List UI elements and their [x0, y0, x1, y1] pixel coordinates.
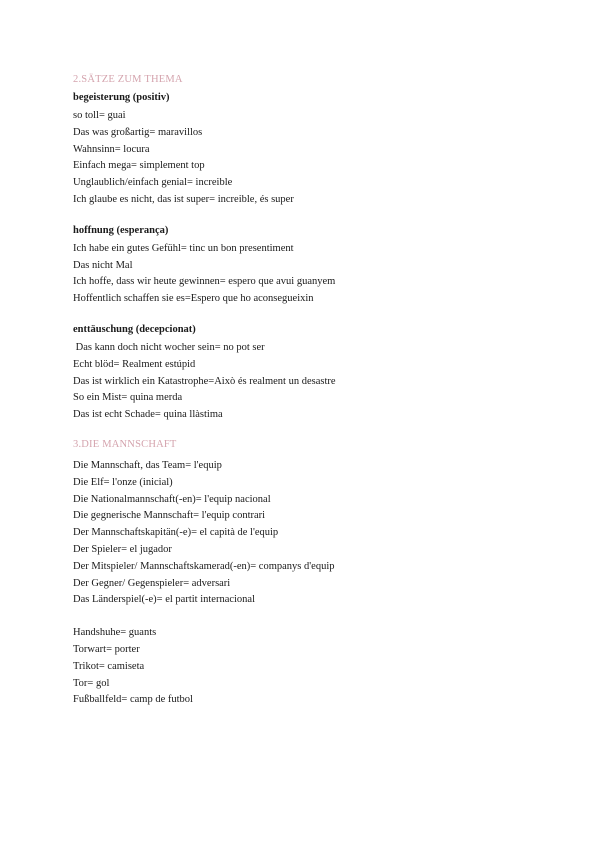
- spacer: [73, 609, 553, 625]
- phrase-line: so toll= guai: [73, 110, 126, 121]
- vocab-line: Torwart= porter: [73, 643, 140, 655]
- phrase-line: Hoffentlich schaffen sie es=Espero que ho aconsegueixin: [73, 293, 314, 305]
- vocab-line: Die Mannschaft, das Team= l'equip: [73, 459, 222, 471]
- phrase-line: Einfach mega= simplement top: [73, 160, 205, 172]
- phrase-line: Das kann doch nicht wocher sein= no pot ser: [73, 341, 265, 353]
- vocab-line: Fußballfeld= camp de futbol: [73, 694, 193, 706]
- phrase-line: Echt blöd= Realment estúpid: [73, 358, 196, 370]
- vocab-line: Tor= gol: [73, 677, 110, 689]
- phrase-line: Das ist wirklich ein Katastrophe=Això és realment un desastre: [73, 375, 336, 387]
- vocab-line: Die Nationalmannschaft(-en)= l'equip nacional: [73, 493, 271, 505]
- phrase-line: So ein Mist= quina merda: [73, 392, 183, 404]
- group-title-enttaeuschung: enttäuschung (decepcionat): [73, 323, 196, 335]
- vocab-line: Handshuhe= guants: [73, 627, 157, 639]
- section-heading-2: 2.SÄTZE ZUM THEMA: [73, 74, 183, 85]
- phrase-line: Das ist echt Schade= quina llàstima: [73, 409, 223, 421]
- vocab-line: Der Gegner/ Gegenspieler= adversari: [73, 577, 231, 589]
- vocab-line: Der Mannschaftskapitän(-e)= el capità de l'equip: [73, 527, 279, 539]
- section-heading-3: 3.DIE MANNSCHAFT: [73, 438, 177, 450]
- phrase-line: Unglaublich/einfach genial= increible: [73, 177, 233, 189]
- vocab-line: Der Mitspieler/ Mannschaftskamerad(-en)= companys d'equip: [73, 560, 335, 572]
- phrase-line: Wahnsinn= locura: [73, 143, 150, 155]
- phrase-line: Ich hoffe, dass wir heute gewinnen= espero que avui guanyem: [73, 276, 336, 288]
- phrase-line: Das was großartig= maravillos: [73, 126, 203, 138]
- vocab-line: Trikot= camiseta: [73, 660, 145, 672]
- phrase-line: Das nicht Mal: [73, 259, 133, 271]
- spacer: [73, 308, 553, 323]
- vocab-line: Das Länderspiel(-e)= el partit internacional: [73, 594, 256, 606]
- phrase-line: Ich glaube es nicht, das ist super= increible, és super: [73, 193, 294, 205]
- group-title-hoffnung: hoffnung (esperança): [73, 224, 169, 236]
- vocab-line: Der Spieler= el jugador: [73, 543, 172, 555]
- spacer: [73, 209, 553, 224]
- spacer: [73, 424, 553, 438]
- group-title-begeisterung: begeisterung (positiv): [73, 92, 170, 103]
- vocab-line: Die Elf= l'onze (inicial): [73, 476, 173, 488]
- page-content: [73, 73, 553, 709]
- vocab-line: Die gegnerische Mannschaft= l'equip contrari: [73, 510, 266, 522]
- phrase-line: Ich habe ein gutes Gefühl= tinc un bon presentiment: [73, 242, 294, 254]
